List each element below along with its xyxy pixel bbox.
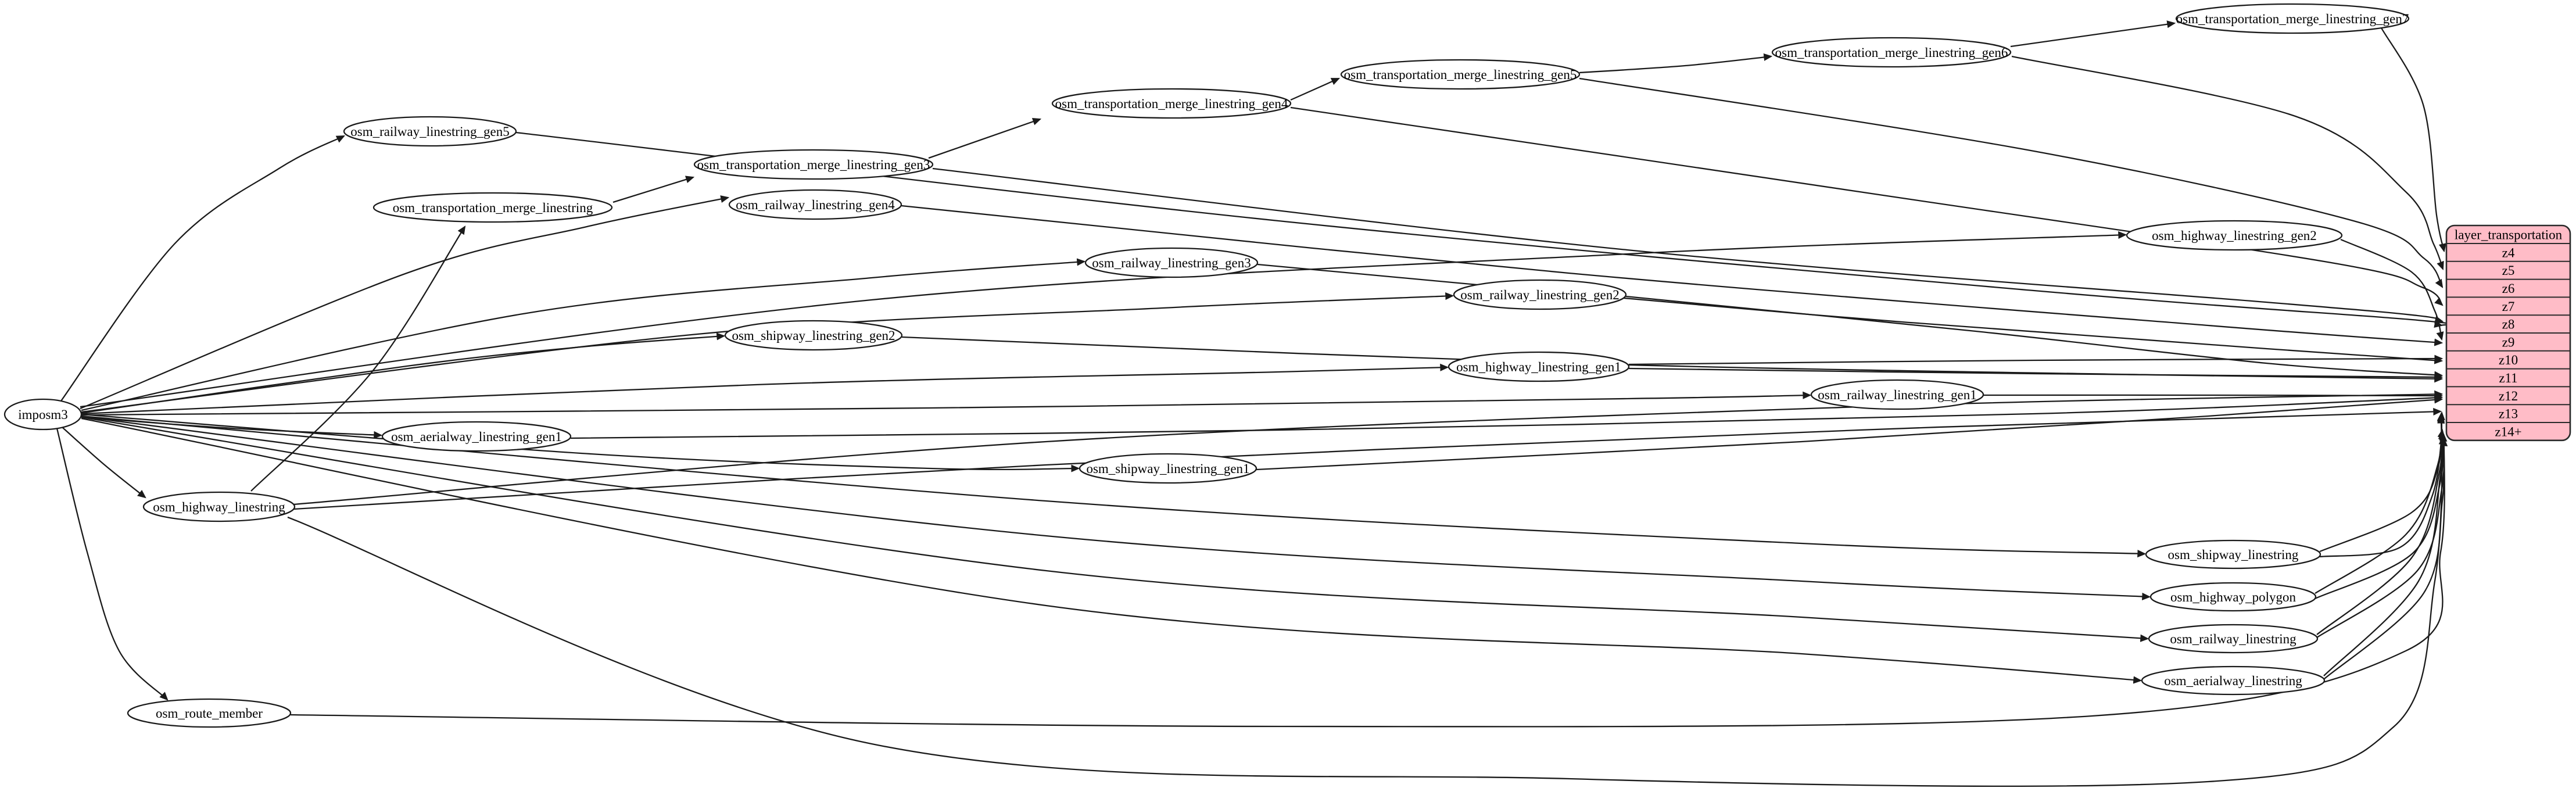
imposm3-label: imposm3: [18, 407, 68, 422]
osm_route_member-label: osm_route_member: [156, 706, 263, 721]
node-osm_railway_linestring_gen1: [1811, 380, 1983, 409]
edge-osm_highway_linestring-to-layer_transportation-z13: [294, 411, 2441, 509]
edge-imposm3-to-osm_highway_linestring: [63, 428, 145, 497]
osm_highway_linestring_gen1-label: osm_highway_linestring_gen1: [1456, 360, 1621, 374]
edge-imposm3-to-osm_route_member: [57, 428, 167, 700]
node-osm_aerialway_linestring: [2142, 667, 2324, 694]
edge-imposm3-to-osm_highway_linestring_gen1: [81, 367, 1448, 414]
osm_aerialway_linestring_gen1-label: osm_aerialway_linestring_gen1: [391, 429, 562, 444]
node-osm_shipway_linestring_gen1: [1080, 454, 1256, 483]
layer-transportation-table: [2446, 225, 2570, 441]
edge-osm_transportation_merge_linestring-to-osm_transportation_merge_linestring_gen3: [613, 177, 693, 202]
osm_shipway_linestring_gen2-label: osm_shipway_linestring_gen2: [732, 328, 895, 343]
edge-imposm3-to-osm_shipway_linestring_gen2: [80, 336, 724, 413]
table-row-z14plus: z14+: [2495, 424, 2522, 439]
osm_transportation_merge_linestring_gen5-label: osm_transportation_merge_linestring_gen5: [1343, 67, 1577, 82]
edge-osm_railway_linestring_gen3-to-layer_transportation-z10: [1257, 264, 2442, 361]
table-row-z6: z6: [2502, 281, 2515, 296]
osm_railway_linestring_gen3-label: osm_railway_linestring_gen3: [1092, 256, 1251, 270]
edge-osm_transportation_merge_linestring_gen5-to-layer_transportation-z6: [1579, 78, 2442, 287]
osm_shipway_linestring-label: osm_shipway_linestring: [2167, 547, 2299, 562]
table-row-z9: z9: [2502, 335, 2515, 350]
table-row-z8: z8: [2502, 317, 2515, 332]
node-osm_shipway_linestring_gen2: [725, 321, 902, 350]
edge-osm_shipway_linestring_gen1-to-layer_transportation-z12: [1256, 399, 2442, 470]
table-row-z13: z13: [2498, 406, 2518, 421]
edge-osm_highway_linestring_gen2-to-layer_transportation-z9: [2341, 239, 2442, 339]
osm_highway_linestring_gen2-label: osm_highway_linestring_gen2: [2152, 228, 2317, 243]
table-row-z11: z11: [2499, 371, 2518, 385]
osm_transportation_merge_linestring_gen3-label: osm_transportation_merge_linestring_gen3: [697, 157, 930, 172]
node-osm_railway_linestring: [2149, 625, 2317, 653]
osm_railway_linestring_gen2-label: osm_railway_linestring_gen2: [1460, 288, 1620, 302]
node-osm_shipway_linestring: [2146, 540, 2320, 568]
node-osm_transportation_merge_linestring_gen5: [1341, 60, 1579, 89]
edge-imposm3-to-osm_railway_linestring_gen2: [81, 296, 1453, 412]
osm_highway_polygon-label: osm_highway_polygon: [2170, 590, 2296, 604]
edge-osm_aerialway_linestring-to-layer_transportation-z13: [2324, 416, 2442, 676]
node-osm_highway_linestring_gen2: [2127, 221, 2342, 250]
node-osm_transportation_merge_linestring_gen3: [694, 150, 933, 179]
table-row-z10: z10: [2498, 353, 2518, 368]
edge-osm_aerialway_linestring_gen1-to-layer_transportation-z12: [571, 398, 2442, 438]
osm_transportation_merge_linestring_gen7-label: osm_transportation_merge_linestring_gen7: [2176, 12, 2409, 26]
node-osm_route_member: [128, 699, 291, 727]
edge-osm_railway_linestring-to-layer_transportation-z13: [2317, 415, 2442, 635]
edge-imposm3-to-osm_railway_linestring: [81, 417, 2148, 639]
table-row-z5: z5: [2502, 263, 2515, 278]
table-title: layer_transportation: [2454, 227, 2563, 242]
node-osm_transportation_merge_linestring_gen6: [1772, 38, 2011, 67]
osm_highway_linestring-label: osm_highway_linestring: [153, 500, 285, 514]
edge-imposm3-to-osm_railway_linestring_gen1: [81, 395, 1810, 415]
table-row-z4: z4: [2502, 245, 2515, 260]
table-row-z12: z12: [2498, 388, 2518, 403]
edge-osm_highway_polygon-to-layer_transportation-z14+: [2315, 432, 2443, 599]
edge-imposm3-to-osm_railway_linestring_gen5: [61, 136, 344, 401]
node-osm_transportation_merge_linestring_gen7: [2176, 4, 2409, 33]
node-osm_highway_linestring_gen1: [1449, 352, 1629, 381]
edge-imposm3-to-osm_railway_linestring_gen4: [80, 198, 728, 409]
node-osm_transportation_merge_linestring: [374, 193, 612, 222]
node-osm_transportation_merge_linestring_gen4: [1052, 89, 1291, 118]
node-osm_aerialway_linestring_gen1: [382, 422, 571, 451]
osm_shipway_linestring_gen1-label: osm_shipway_linestring_gen1: [1086, 461, 1250, 476]
table-row-z7: z7: [2502, 299, 2515, 314]
edge-osm_route_member-to-layer_transportation-z14+: [291, 439, 2445, 726]
edge-osm_railway_linestring_gen1-to-layer_transportation-z12: [1983, 395, 2442, 396]
edge-osm_transportation_merge_linestring_gen6-to-osm_transportation_merge_linestring_gen7: [2011, 23, 2174, 46]
osm_transportation_merge_linestring_gen4-label: osm_transportation_merge_linestring_gen4: [1055, 96, 1288, 111]
osm_transportation_merge_linestring-label: osm_transportation_merge_linestring: [392, 200, 593, 215]
edge-osm_shipway_linestring-to-layer_transportation-z13: [2320, 413, 2442, 552]
node-osm_railway_linestring_gen4: [729, 190, 901, 219]
osm_transportation_merge_linestring_gen6-label: osm_transportation_merge_linestring_gen6: [1775, 45, 2008, 60]
edge-osm_transportation_merge_linestring_gen4-to-osm_transportation_merge_linestring_gen5: [1291, 78, 1339, 100]
edge-osm_highway_linestring_gen1-to-layer_transportation-z10: [1629, 359, 2442, 364]
osm_aerialway_linestring-label: osm_aerialway_linestring: [2164, 674, 2302, 688]
node-osm_railway_linestring_gen2: [1454, 280, 1626, 309]
node-osm_railway_linestring_gen5: [344, 117, 516, 146]
osm_railway_linestring-label: osm_railway_linestring: [2170, 632, 2296, 646]
node-osm_highway_polygon: [2151, 583, 2316, 611]
edge-imposm3-to-osm_railway_linestring_gen3: [81, 262, 1084, 410]
node-osm_highway_linestring: [144, 492, 295, 521]
node-osm_railway_linestring_gen3: [1085, 248, 1257, 277]
osm_railway_linestring_gen4-label: osm_railway_linestring_gen4: [736, 198, 895, 212]
osm_railway_linestring_gen5-label: osm_railway_linestring_gen5: [350, 124, 510, 139]
node-imposm3: [5, 399, 81, 429]
osm_railway_linestring_gen1-label: osm_railway_linestring_gen1: [1818, 388, 1977, 402]
edge-osm_transportation_merge_linestring_gen7-to-layer_transportation-z4: [2381, 28, 2444, 251]
edge-osm_transportation_merge_linestring_gen3-to-osm_transportation_merge_linestring_gen4: [929, 119, 1040, 158]
edge-osm_transportation_merge_linestring_gen5-to-osm_transportation_merge_linestring_gen6: [1579, 56, 1771, 73]
